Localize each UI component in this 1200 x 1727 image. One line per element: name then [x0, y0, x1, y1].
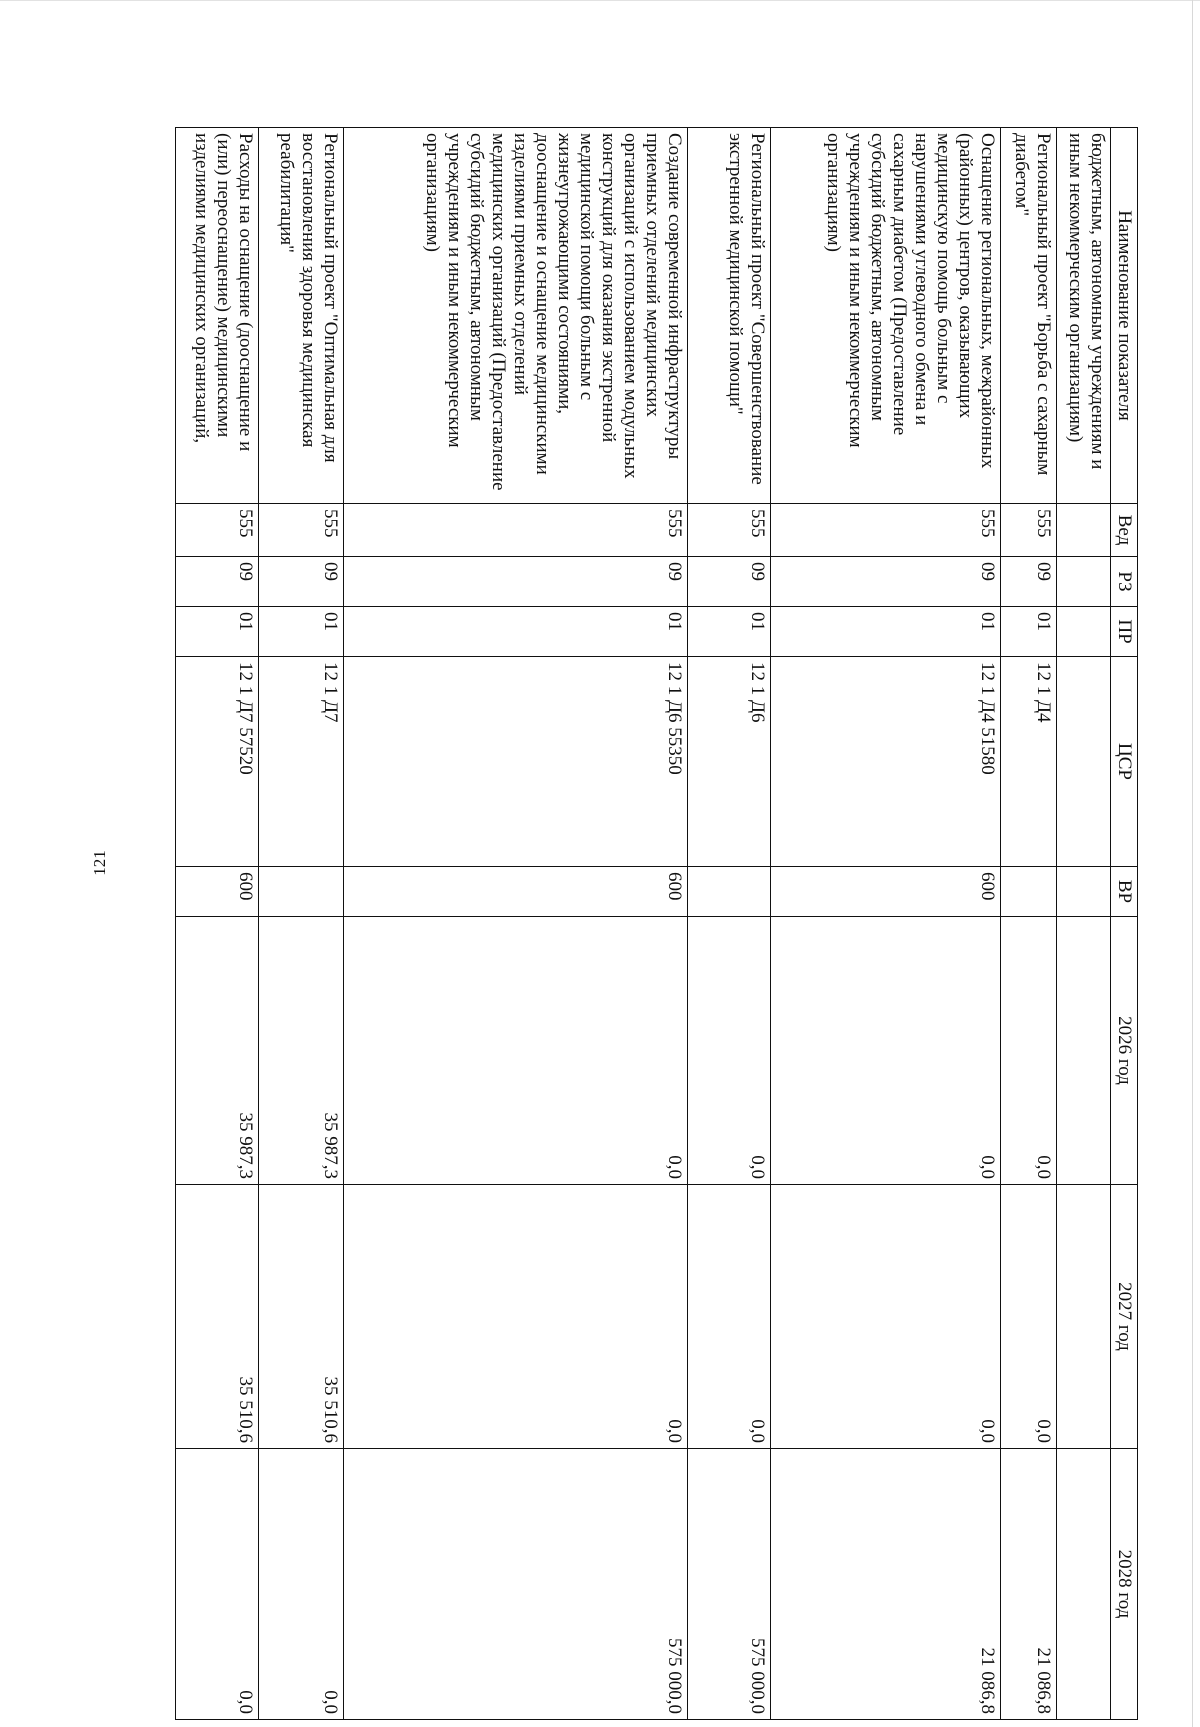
cell-ved: 555 — [343, 504, 687, 557]
cell-rz — [1057, 557, 1111, 607]
cell-2028: 21 086,8 — [770, 1449, 1001, 1720]
cell-name: Создание современной инфраструктуры приемных отделений медицинских организаций с использованием модульных конструкций для оказания экстренной медицинской помощи больным с жизнеугрожающими состояниями, дооснащение и оснащение медицинскими изделиями приемных отделений медицинских организаций (Предоставление субсидий бюджетным, автономным учреждениям и иным некоммерческим организациям) — [343, 128, 687, 504]
cell-2026 — [1057, 917, 1111, 1185]
cell-2027: 0,0 — [1001, 1185, 1057, 1449]
header-2028: 2028 год — [1111, 1449, 1138, 1720]
cell-2026: 0,0 — [770, 917, 1001, 1185]
cell-pr: 01 — [688, 607, 771, 657]
table-row — [1001, 128, 1057, 1720]
cell-2026: 35 987,3 — [176, 917, 259, 1185]
cell-2027: 35 510,6 — [176, 1185, 259, 1449]
cell-vr — [258, 867, 343, 917]
cell-vr: 600 — [770, 867, 1001, 917]
cell-2026: 0,0 — [343, 917, 687, 1185]
page-top-edge — [0, 0, 1200, 1]
cell-2026: 0,0 — [688, 917, 771, 1185]
cell-rz: 09 — [176, 557, 259, 607]
cell-pr: 01 — [1001, 607, 1057, 657]
budget-table — [175, 127, 1138, 1720]
cell-ved: 555 — [176, 504, 259, 557]
table-row — [770, 128, 1001, 1720]
header-2027: 2027 год — [1111, 1185, 1138, 1449]
cell-2027 — [1057, 1185, 1111, 1449]
cell-ved — [1057, 504, 1111, 557]
page-right-edge — [1192, 0, 1193, 1727]
cell-csr: 12 1 Д7 — [258, 657, 343, 867]
cell-ved: 555 — [770, 504, 1001, 557]
cell-ved: 555 — [258, 504, 343, 557]
table-header-row — [1111, 128, 1138, 1720]
table-row — [258, 128, 343, 1720]
page-number: 121 — [90, 850, 109, 876]
cell-2028: 575 000,0 — [688, 1449, 771, 1720]
cell-2028: 21 086,8 — [1001, 1449, 1057, 1720]
cell-2027: 0,0 — [688, 1185, 771, 1449]
cell-rz: 09 — [688, 557, 771, 607]
cell-name: бюджетным, автономным учреждениям и иным некоммерческим организациям) — [1057, 128, 1111, 504]
cell-ved: 555 — [1001, 504, 1057, 557]
table-row — [343, 128, 687, 1720]
cell-vr: 600 — [343, 867, 687, 917]
header-name: Наименование показателя — [1111, 128, 1138, 504]
cell-2026: 35 987,3 — [258, 917, 343, 1185]
cell-rz: 09 — [258, 557, 343, 607]
budget-table-container — [175, 127, 1138, 1719]
cell-pr: 01 — [343, 607, 687, 657]
cell-csr: 12 1 Д4 — [1001, 657, 1057, 867]
cell-csr — [1057, 657, 1111, 867]
cell-csr: 12 1 Д7 57520 — [176, 657, 259, 867]
cell-2028: 0,0 — [176, 1449, 259, 1720]
cell-vr: 600 — [176, 867, 259, 917]
table-row — [688, 128, 771, 1720]
cell-2028: 0,0 — [258, 1449, 343, 1720]
cell-rz: 09 — [1001, 557, 1057, 607]
cell-2026: 0,0 — [1001, 917, 1057, 1185]
header-ved: Вед — [1111, 504, 1138, 557]
cell-rz: 09 — [770, 557, 1001, 607]
cell-name: Региональный проект "Борьба с сахарным диабетом" — [1001, 128, 1057, 504]
cell-pr — [1057, 607, 1111, 657]
header-rz: РЗ — [1111, 557, 1138, 607]
cell-2027: 0,0 — [343, 1185, 687, 1449]
cell-rz: 09 — [343, 557, 687, 607]
cell-csr: 12 1 Д6 — [688, 657, 771, 867]
cell-pr: 01 — [770, 607, 1001, 657]
cell-name: Расходы на оснащение (дооснащение и (или) переоснащение) медицинскими изделиями медицинских организаций, — [176, 128, 259, 504]
header-csr: ЦСР — [1111, 657, 1138, 867]
cell-2027: 0,0 — [770, 1185, 1001, 1449]
cell-vr — [688, 867, 771, 917]
cell-2028: 575 000,0 — [343, 1449, 687, 1720]
cell-pr: 01 — [258, 607, 343, 657]
header-2026: 2026 год — [1111, 917, 1138, 1185]
cell-vr — [1001, 867, 1057, 917]
cell-ved: 555 — [688, 504, 771, 557]
cell-name: Региональный проект "Совершенствование экстренной медицинской помощи" — [688, 128, 771, 504]
header-vr: ВР — [1111, 867, 1138, 917]
table-row — [1057, 128, 1111, 1720]
header-pr: ПР — [1111, 607, 1138, 657]
table-row — [176, 128, 259, 1720]
cell-pr: 01 — [176, 607, 259, 657]
cell-csr: 12 1 Д6 55350 — [343, 657, 687, 867]
cell-name: Оснащение региональных, межрайонных (районных) центров, оказывающих медицинскую помощь больным с нарушениями углеводного обмена и сахарным диабетом (Предоставление субсидий бюджетным, автономным учреждениям и иным некоммерческим организациям) — [770, 128, 1001, 504]
cell-2028 — [1057, 1449, 1111, 1720]
cell-csr: 12 1 Д4 51580 — [770, 657, 1001, 867]
cell-name: Региональный проект "Оптимальная для восстановления здоровья медицинская реабилитация" — [258, 128, 343, 504]
cell-vr — [1057, 867, 1111, 917]
cell-2027: 35 510,6 — [258, 1185, 343, 1449]
